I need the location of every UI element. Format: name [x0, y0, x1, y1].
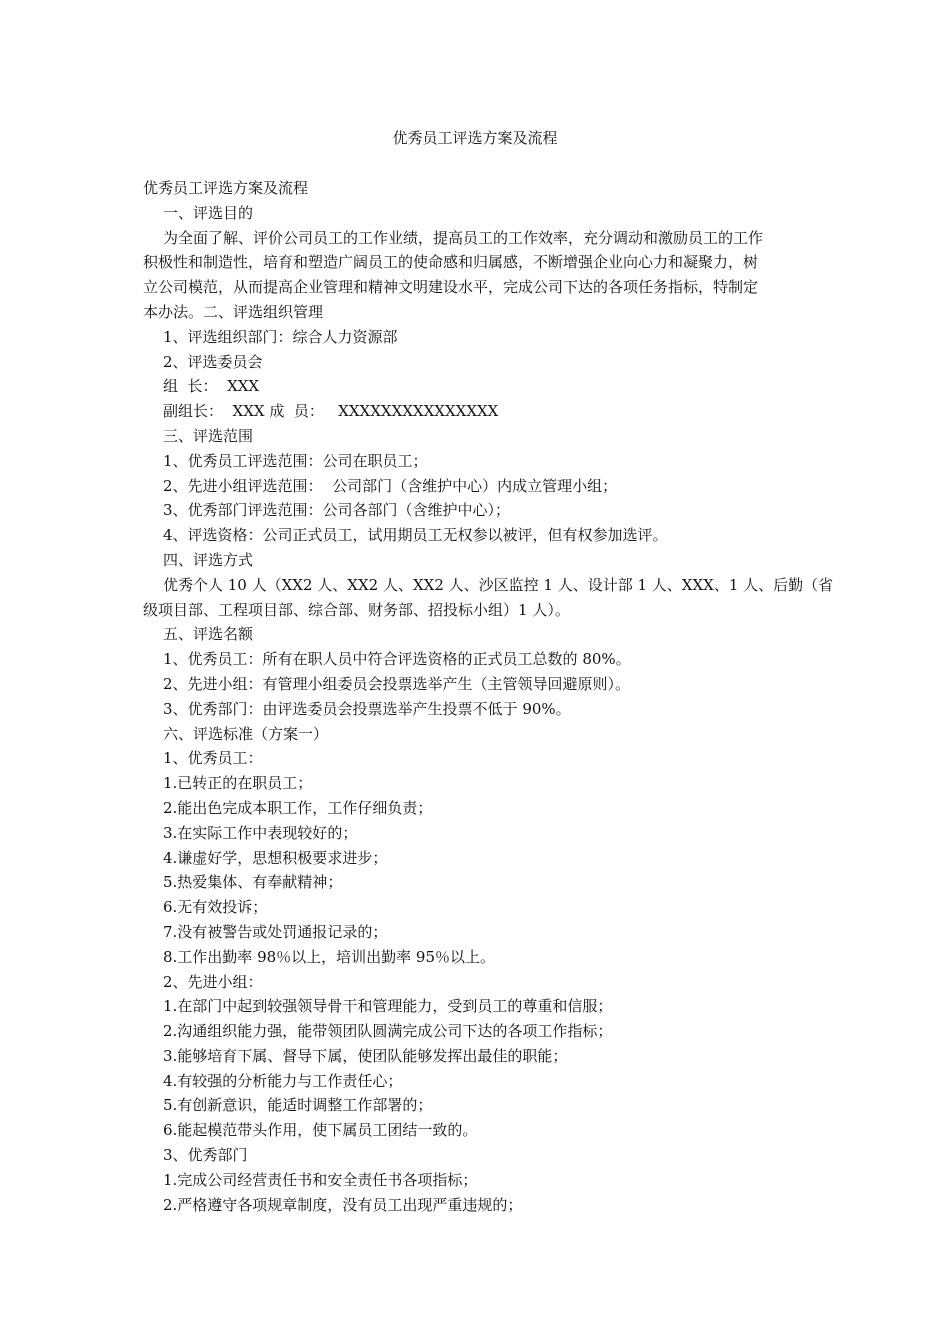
document-body [143, 176, 834, 1217]
section-4-title: 四、评选方式 [163, 550, 254, 569]
standard-employee-item: 3.在实际工作中表现较好的； [163, 823, 358, 842]
standard-department-item: 1.完成公司经营责任书和安全责任书各项指标； [163, 1170, 478, 1189]
org-item-1: 1、评选组织部门：综合人力资源部 [163, 327, 398, 346]
org-item-2: 2、评选委员会 [163, 352, 263, 371]
quota-item-2: 2、先进小组：有管理小组委员会投票选举产生（主管领导回避原则）。 [163, 674, 631, 693]
scope-item-1: 1、优秀员工评选范围：公司在职员工； [163, 451, 428, 470]
standard-group-item: 5.有创新意识，能适时调整工作部署的； [163, 1096, 433, 1115]
scope-item-3: 3、优秀部门评选范围：公司各部门（含维护中心）； [163, 501, 511, 520]
standard-employee-item: 4.谦虚好学，思想积极要求进步； [163, 848, 388, 867]
standard-department-item: 2.严格遵守各项规章制度，没有员工出现严重违规的； [163, 1195, 523, 1214]
committee-leader: 组 长： XXX [163, 377, 260, 396]
quota-item-1: 1、优秀员工：所有在职人员中符合评选资格的正式员工总数的 80%。 [163, 650, 631, 669]
document-heading: 优秀员工评选方案及流程 [143, 179, 309, 197]
standard-group-title: 2、先进小组： [163, 972, 263, 991]
paragraph-line: 优秀个人 10 人（XX2 人、XX2 人、XX2 人、沙区监控 1 人、设计部 1 人、XXX、1 人、后勤（省 [163, 575, 834, 594]
standard-employee-item: 2.能出色完成本职工作，工作仔细负责； [163, 798, 433, 817]
standard-employee-item: 7.没有被警告或处罚通报记录的； [163, 922, 388, 941]
paragraph-line: 立公司模范，从而提高企业管理和精神文明建设水平，完成公司下达的各项任务指标，特制定 [143, 278, 759, 297]
scope-item-2: 2、先进小组评选范围： 公司部门（含维护中心）内成立管理小组； [163, 476, 618, 495]
standard-employee-title: 1、优秀员工： [163, 749, 263, 768]
committee-vice-leader: 副组长： XXX 成 员： XXXXXXXXXXXXXXX [163, 402, 499, 421]
standard-group-item: 1.在部门中起到较强领导骨干和管理能力，受到员工的尊重和信服； [163, 997, 613, 1016]
standard-group-item: 3.能够培育下属、督导下属，使团队能够发挥出最佳的职能； [163, 1046, 568, 1065]
section-6-title: 六、评选标准（方案一） [163, 724, 329, 743]
standard-department-title: 3、优秀部门 [163, 1146, 248, 1165]
paragraph-line: 本办法。二、评选组织管理 [143, 302, 324, 321]
section-1-paragraph [143, 226, 807, 325]
standard-group-item: 2.沟通组织能力强，能带领团队圆满完成公司下达的各项工作指标； [163, 1022, 613, 1041]
standard-employee-item: 6.无有效投诉； [163, 898, 268, 917]
standard-employee-item: 8.工作出勤率 98％以上，培训出勤率 95％以上。 [163, 947, 496, 966]
scope-item-4: 4、评选资格：公司正式员工，试用期员工无权参以被评，但有权参加选评。 [163, 526, 668, 545]
method-paragraph [143, 573, 834, 623]
paragraph-line: 为全面了解、评价公司员工的工作业绩，提高员工的工作效率，充分调动和激励员工的工作 [163, 228, 764, 247]
quota-item-3: 3、优秀部门：由评选委员会投票选举产生投票不低于 90%。 [163, 699, 571, 718]
standard-group-item: 6.能起模范带头作用，使下属员工团结一致的。 [163, 1121, 478, 1140]
section-3-title: 三、评选范围 [163, 426, 254, 445]
standard-employee-item: 5.热爱集体、有奉献精神； [163, 873, 343, 892]
paragraph-line: 积极性和制造性，培育和塑造广阔员工的使命感和归属感，不断增强企业向心力和凝聚力，树 [143, 253, 759, 272]
paragraph-line: 级项目部、工程项目部、综合部、财务部、招投标小组）1 人）。 [143, 600, 570, 619]
standard-group-item: 4.有较强的分析能力与工作责任心； [163, 1071, 403, 1090]
standard-employee-item: 1.已转正的在职员工； [163, 774, 313, 793]
section-5-title: 五、评选名额 [163, 625, 254, 644]
section-1-title: 一、评选目的 [163, 203, 254, 222]
document-title: 优秀员工评选方案及流程 [392, 129, 558, 147]
